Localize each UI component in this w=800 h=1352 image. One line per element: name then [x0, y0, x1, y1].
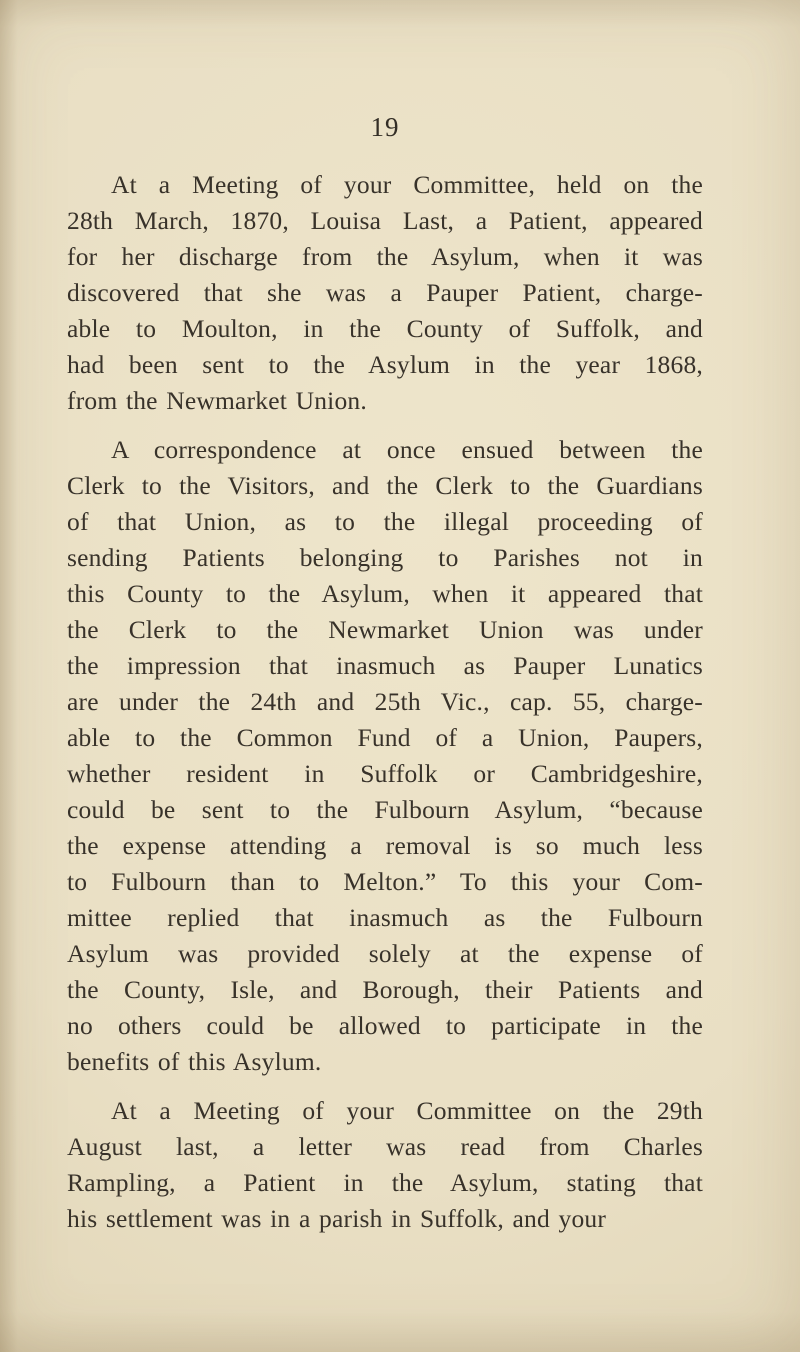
- paragraph-2: [67, 432, 703, 1080]
- text-line: no others could be allowed to participate in the: [67, 1011, 703, 1040]
- text-line: Asylum was provided solely at the expense of: [67, 939, 703, 968]
- text-line: his settlement was in a parish in Suffolk, and your: [67, 1204, 607, 1233]
- text-line: the impression that inasmuch as Pauper Lunatics: [67, 651, 703, 680]
- text-line: this County to the Asylum, when it appeared that: [67, 579, 703, 608]
- text-line: sending Patients belonging to Parishes not in: [67, 543, 703, 572]
- text-line: benefits of this Asylum.: [67, 1047, 322, 1076]
- text-line: discovered that she was a Pauper Patient, charge-: [67, 278, 703, 307]
- text-line: able to the Common Fund of a Union, Paupers,: [67, 723, 703, 752]
- text-line: could be sent to the Fulbourn Asylum, “because: [67, 795, 703, 824]
- text-line: the expense attending a removal is so much less: [67, 831, 703, 860]
- paragraph-3: [67, 1093, 703, 1237]
- text-line: of that Union, as to the illegal proceeding of: [67, 507, 703, 536]
- page-number: 19: [370, 112, 400, 142]
- text-line: A correspondence at once ensued between the: [111, 435, 703, 464]
- text-line: mittee replied that inasmuch as the Fulbourn: [67, 903, 703, 932]
- text-line: Rampling, a Patient in the Asylum, stating that: [67, 1168, 703, 1197]
- paragraph-1: [67, 167, 703, 419]
- text-line: the County, Isle, and Borough, their Patients and: [67, 975, 703, 1004]
- text-line: from the Newmarket Union.: [67, 386, 367, 415]
- text-line: for her discharge from the Asylum, when it was: [67, 242, 703, 271]
- text-block: [67, 112, 703, 1250]
- text-line: are under the 24th and 25th Vic., cap. 55, charge-: [67, 687, 703, 716]
- text-line: whether resident in Suffolk or Cambridgeshire,: [67, 759, 703, 788]
- text-line: At a Meeting of your Committee, held on the: [111, 170, 703, 199]
- text-line: 28th March, 1870, Louisa Last, a Patient, appeared: [67, 206, 703, 235]
- text-line: the Clerk to the Newmarket Union was under: [67, 615, 703, 644]
- text-line: August last, a letter was read from Charles: [67, 1132, 703, 1161]
- text-line: to Fulbourn than to Melton.” To this your Com-: [67, 867, 703, 896]
- text-line: able to Moulton, in the County of Suffolk, and: [67, 314, 703, 343]
- text-line: had been sent to the Asylum in the year 1868,: [67, 350, 703, 379]
- text-line: Clerk to the Visitors, and the Clerk to the Guardians: [67, 471, 703, 500]
- text-line: At a Meeting of your Committee on the 29th: [111, 1096, 703, 1125]
